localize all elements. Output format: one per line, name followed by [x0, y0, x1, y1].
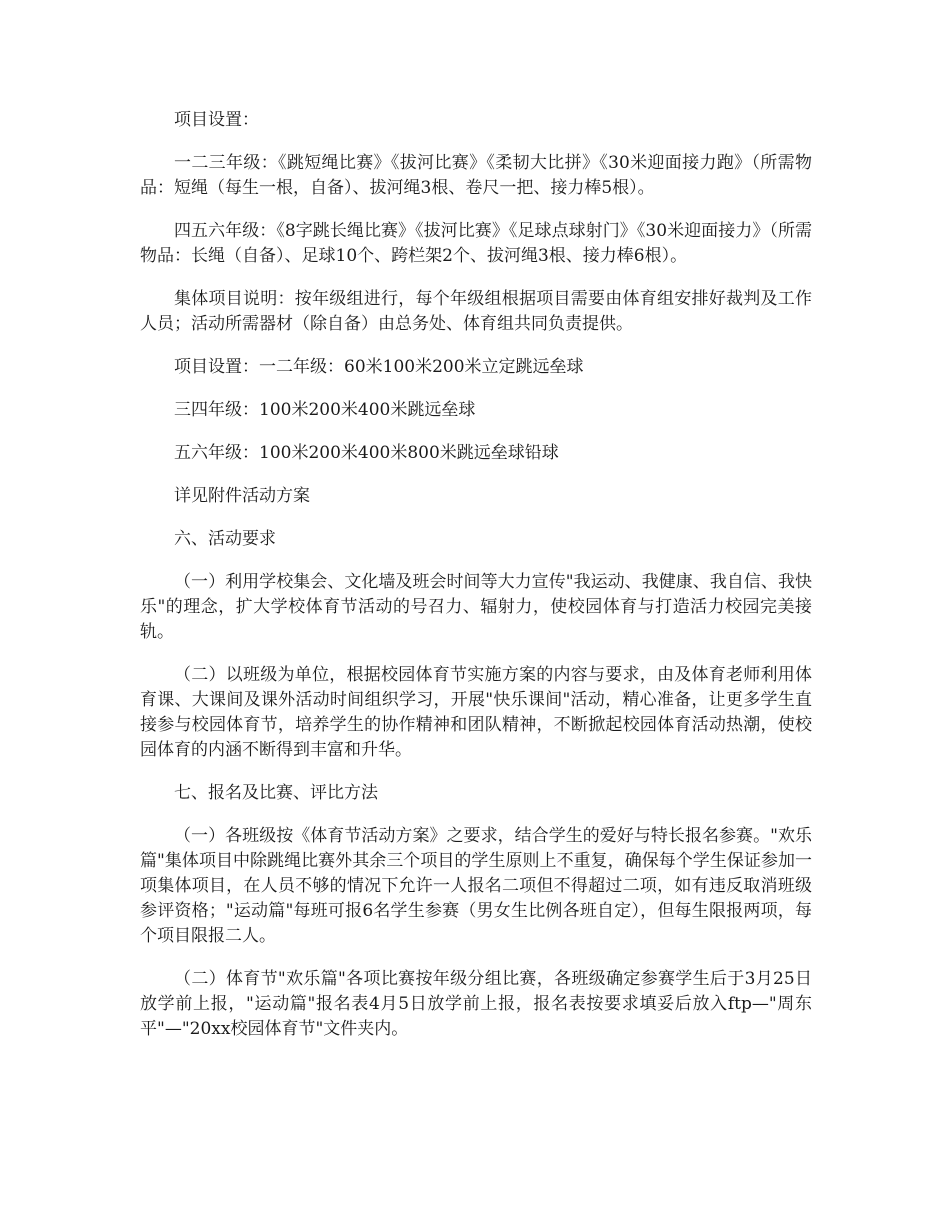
paragraph-see-attachment: 详见附件活动方案: [174, 486, 310, 506]
document-body: [140, 108, 812, 1060]
paragraph-grade-1-3: 一二三年级：《跳短绳比赛》《拔河比赛》《柔韧大比拼》《30米迎面接力跑》（所需物品：短绳（每生一根，自备）、拔河绳3根、卷尺一把、接力棒5根）。: [140, 153, 812, 198]
paragraph-grade-5-6: 五六年级：100米200米400米800米跳远垒球铅球: [174, 443, 559, 463]
paragraph-project-setup: 项目设置：: [174, 110, 259, 130]
paragraph-individual-setup: 项目设置：一二年级：60米100米200米立定跳远垒球: [174, 357, 584, 377]
paragraph-requirement-2: （二）以班级为单位，根据校园体育节实施方案的内容与要求，由及体育老师利用体育课、大课间及课外活动时间组织学习，开展"快乐课间"活动，精心准备，让更多学生直接参与校园体育节，培养学生的协作精神和团队精神，不断掀起校园体育活动热潮，使校园体育的内涵不断得到丰富和升华。: [140, 665, 812, 760]
section-heading-registration: 七、报名及比赛、评比方法: [174, 783, 378, 803]
paragraph-grade-4-6: 四五六年级：《8字跳长绳比赛》《拔河比赛》《足球点球射门》《30米迎面接力》（所需物品：长绳（自备）、足球10个、跨栏架2个、拔河绳3根、接力棒6根）。: [140, 221, 812, 266]
paragraph-registration-2: （二）体育节"欢乐篇"各项比赛按年级分组比赛，各班级确定参赛学生后于3月25日放学前上报，"运动篇"报名表4月5日放学前上报，报名表按要求填妥后放入ftp—"周东平"—"20xx校园体育节"文件夹内。: [140, 969, 812, 1039]
section-heading-requirements: 六、活动要求: [174, 529, 276, 549]
paragraph-grade-3-4: 三四年级：100米200米400米跳远垒球: [174, 400, 476, 420]
paragraph-requirement-1: （一）利用学校集会、文化墙及班会时间等大力宣传"我运动、我健康、我自信、我快乐"的理念，扩大学校体育节活动的号召力、辐射力，使校园体育与打造活力校园完美接轨。: [140, 572, 812, 642]
paragraph-registration-1: （一）各班级按《体育节活动方案》之要求，结合学生的爱好与特长报名参赛。"欢乐篇"集体项目中除跳绳比赛外其余三个项目的学生原则上不重复，确保每个学生保证参加一项集体项目，在人员不够的情况下允许一人报名二项但不得超过二项，如有违反取消班级参评资格；"运动篇"每班可报6名学生参赛（男女生比例各班自定），但每生限报两项，每个项目限报二人。: [140, 826, 812, 946]
paragraph-group-project-note: 集体项目说明：按年级组进行，每个年级组根据项目需要由体育组安排好裁判及工作人员；活动所需器材（除自备）由总务处、体育组共同负责提供。: [140, 289, 812, 334]
